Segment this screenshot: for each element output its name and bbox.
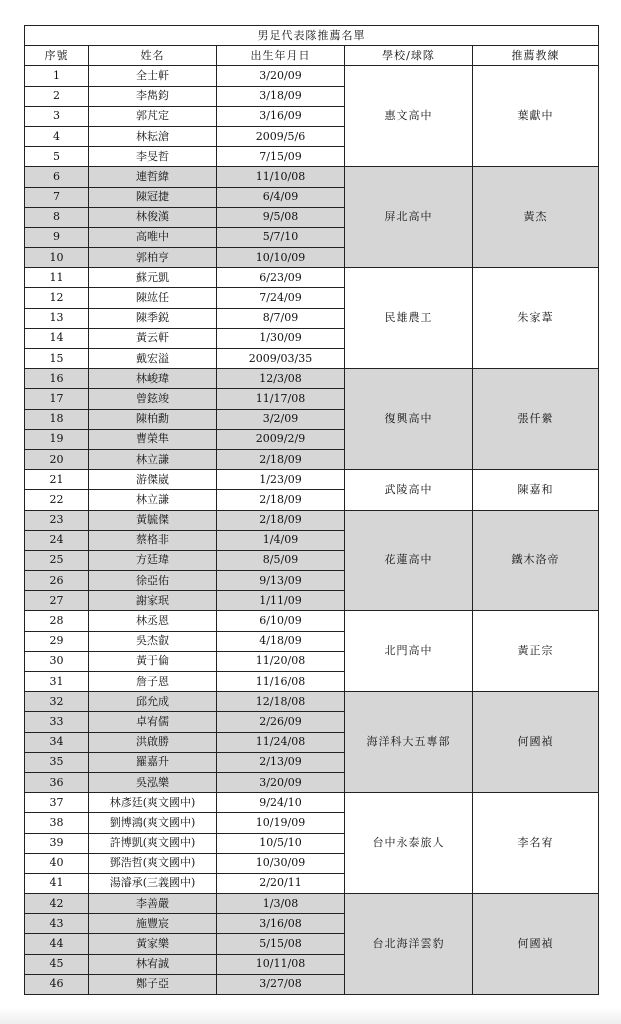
player-name: 吳杰叡 [89, 631, 217, 651]
player-birthdate: 1/23/09 [217, 470, 345, 490]
player-name: 羅嘉升 [89, 752, 217, 772]
player-number: 37 [25, 793, 89, 813]
player-name: 游傑崴 [89, 470, 217, 490]
player-birthdate: 3/16/08 [217, 914, 345, 934]
player-birthdate: 7/24/09 [217, 288, 345, 308]
player-number: 23 [25, 510, 89, 530]
player-name: 林宥誠 [89, 954, 217, 974]
header-row [25, 46, 599, 66]
player-number: 21 [25, 470, 89, 490]
header-number: 序號 [25, 46, 89, 66]
coach-cell: 黃杰 [473, 167, 599, 268]
table-title: 男足代表隊推薦名單 [25, 26, 599, 46]
table-row [25, 268, 599, 288]
player-name: 邱允成 [89, 692, 217, 712]
player-name: 謝家珉 [89, 591, 217, 611]
player-birthdate: 9/24/10 [217, 793, 345, 813]
player-number: 16 [25, 369, 89, 389]
player-name: 許博凱(爽文國中) [89, 833, 217, 853]
player-birthdate: 10/10/09 [217, 248, 345, 268]
school-cell: 惠文高中 [345, 66, 473, 167]
player-name: 劉博鴻(爽文國中) [89, 813, 217, 833]
player-birthdate: 2009/03/35 [217, 349, 345, 369]
player-birthdate: 12/3/08 [217, 369, 345, 389]
player-birthdate: 5/15/08 [217, 934, 345, 954]
player-number: 39 [25, 833, 89, 853]
coach-cell: 鐵木洛帝 [473, 510, 599, 611]
school-cell: 復興高中 [345, 369, 473, 470]
player-birthdate: 2/18/09 [217, 490, 345, 510]
title-row [25, 26, 599, 46]
table-row [25, 167, 599, 187]
player-name: 湯濬承(三義國中) [89, 873, 217, 893]
player-number: 44 [25, 934, 89, 954]
player-number: 24 [25, 530, 89, 550]
player-number: 1 [25, 66, 89, 86]
player-birthdate: 10/19/09 [217, 813, 345, 833]
player-number: 35 [25, 752, 89, 772]
table-row [25, 894, 599, 914]
coach-cell: 黃正宗 [473, 611, 599, 692]
player-birthdate: 6/10/09 [217, 611, 345, 631]
coach-cell: 何國禎 [473, 692, 599, 793]
player-number: 34 [25, 732, 89, 752]
player-birthdate: 1/11/09 [217, 591, 345, 611]
player-name: 陳季鋭 [89, 308, 217, 328]
player-number: 14 [25, 328, 89, 348]
player-birthdate: 2009/2/9 [217, 429, 345, 449]
player-name: 戴宏溢 [89, 349, 217, 369]
player-name: 高唯中 [89, 227, 217, 247]
school-cell: 屏北高中 [345, 167, 473, 268]
player-birthdate: 8/7/09 [217, 308, 345, 328]
player-number: 10 [25, 248, 89, 268]
player-birthdate: 9/5/08 [217, 207, 345, 227]
player-birthdate: 11/20/08 [217, 651, 345, 671]
table-row [25, 611, 599, 631]
school-cell: 武陵高中 [345, 470, 473, 510]
player-number: 18 [25, 409, 89, 429]
school-cell: 北門高中 [345, 611, 473, 692]
coach-cell: 葉獻中 [473, 66, 599, 167]
player-name: 李善嚴 [89, 894, 217, 914]
player-birthdate: 3/18/09 [217, 86, 345, 106]
player-name: 卓宥儒 [89, 712, 217, 732]
player-name: 曾鉉竣 [89, 389, 217, 409]
player-name: 黃云軒 [89, 328, 217, 348]
player-name: 洪啟勝 [89, 732, 217, 752]
player-number: 40 [25, 853, 89, 873]
player-name: 黃毓傑 [89, 510, 217, 530]
player-birthdate: 2/20/11 [217, 873, 345, 893]
player-name: 全士軒 [89, 66, 217, 86]
player-birthdate: 10/30/09 [217, 853, 345, 873]
coach-cell: 張仟縈 [473, 369, 599, 470]
school-cell: 台中永泰旅人 [345, 793, 473, 894]
player-birthdate: 11/10/08 [217, 167, 345, 187]
player-number: 43 [25, 914, 89, 934]
player-number: 22 [25, 490, 89, 510]
player-number: 6 [25, 167, 89, 187]
player-birthdate: 2/18/09 [217, 510, 345, 530]
player-number: 2 [25, 86, 89, 106]
school-cell: 海洋科大五專部 [345, 692, 473, 793]
player-number: 38 [25, 813, 89, 833]
coach-cell: 何國禎 [473, 894, 599, 995]
table-row [25, 66, 599, 86]
player-number: 46 [25, 974, 89, 994]
player-birthdate: 6/23/09 [217, 268, 345, 288]
player-number: 13 [25, 308, 89, 328]
player-number: 3 [25, 106, 89, 126]
player-name: 鄭子亞 [89, 974, 217, 994]
player-number: 29 [25, 631, 89, 651]
player-number: 15 [25, 349, 89, 369]
player-number: 41 [25, 873, 89, 893]
player-birthdate: 11/24/08 [217, 732, 345, 752]
player-birthdate: 9/13/09 [217, 571, 345, 591]
player-birthdate: 7/15/09 [217, 147, 345, 167]
player-name: 林峻瑋 [89, 369, 217, 389]
school-cell: 花蓮高中 [345, 510, 473, 611]
coach-cell: 朱家葦 [473, 268, 599, 369]
player-birthdate: 3/20/09 [217, 66, 345, 86]
player-name: 黃家樂 [89, 934, 217, 954]
coach-cell: 陳嘉和 [473, 470, 599, 510]
player-name: 鄧浩哲(爽文國中) [89, 853, 217, 873]
player-name: 陳冠捷 [89, 187, 217, 207]
school-cell: 民雄農工 [345, 268, 473, 369]
player-birthdate: 1/3/08 [217, 894, 345, 914]
player-name: 蘇元凱 [89, 268, 217, 288]
player-name: 郭芃定 [89, 106, 217, 126]
player-number: 36 [25, 772, 89, 792]
roster-body [25, 66, 599, 995]
header-birthdate: 出生年月日 [217, 46, 345, 66]
player-name: 黃于倫 [89, 651, 217, 671]
player-birthdate: 3/20/09 [217, 772, 345, 792]
player-number: 26 [25, 571, 89, 591]
player-name: 林彥廷(爽文國中) [89, 793, 217, 813]
player-birthdate: 3/16/09 [217, 106, 345, 126]
player-number: 4 [25, 126, 89, 146]
player-number: 7 [25, 187, 89, 207]
player-birthdate: 10/5/10 [217, 833, 345, 853]
player-name: 林俊漢 [89, 207, 217, 227]
player-birthdate: 11/16/08 [217, 672, 345, 692]
player-number: 32 [25, 692, 89, 712]
player-name: 連哲緯 [89, 167, 217, 187]
player-birthdate: 6/4/09 [217, 187, 345, 207]
player-birthdate: 11/17/08 [217, 389, 345, 409]
player-number: 45 [25, 954, 89, 974]
player-number: 27 [25, 591, 89, 611]
player-birthdate: 10/11/08 [217, 954, 345, 974]
player-name: 詹子恩 [89, 672, 217, 692]
player-birthdate: 2/18/09 [217, 449, 345, 469]
player-birthdate: 2/26/09 [217, 712, 345, 732]
table-row [25, 369, 599, 389]
player-name: 曹榮隼 [89, 429, 217, 449]
player-name: 林耘滄 [89, 126, 217, 146]
player-name: 李旻哲 [89, 147, 217, 167]
player-name: 施豐宸 [89, 914, 217, 934]
player-number: 11 [25, 268, 89, 288]
player-name: 郭柏亨 [89, 248, 217, 268]
player-name: 林立謙 [89, 449, 217, 469]
table-row [25, 793, 599, 813]
player-number: 28 [25, 611, 89, 631]
table-row [25, 470, 599, 490]
player-name: 徐亞佑 [89, 571, 217, 591]
player-number: 30 [25, 651, 89, 671]
player-birthdate: 2/13/09 [217, 752, 345, 772]
coach-cell: 李名宥 [473, 793, 599, 894]
player-number: 20 [25, 449, 89, 469]
header-school-team: 學校/球隊 [345, 46, 473, 66]
player-name: 吳泓樂 [89, 772, 217, 792]
player-name: 陳竑任 [89, 288, 217, 308]
player-number: 25 [25, 550, 89, 570]
player-number: 19 [25, 429, 89, 449]
player-number: 8 [25, 207, 89, 227]
header-name: 姓名 [89, 46, 217, 66]
player-name: 李雋鈞 [89, 86, 217, 106]
player-number: 33 [25, 712, 89, 732]
player-birthdate: 4/18/09 [217, 631, 345, 651]
school-cell: 台北海洋雲豹 [345, 894, 473, 995]
player-name: 林立謙 [89, 490, 217, 510]
player-number: 5 [25, 147, 89, 167]
player-number: 9 [25, 227, 89, 247]
player-birthdate: 3/2/09 [217, 409, 345, 429]
player-number: 12 [25, 288, 89, 308]
player-birthdate: 8/5/09 [217, 550, 345, 570]
player-birthdate: 1/4/09 [217, 530, 345, 550]
roster-table [24, 25, 599, 995]
header-coach: 推薦教練 [473, 46, 599, 66]
player-name: 方廷瑋 [89, 550, 217, 570]
player-number: 31 [25, 672, 89, 692]
table-row [25, 510, 599, 530]
table-row [25, 692, 599, 712]
player-birthdate: 12/18/08 [217, 692, 345, 712]
player-number: 17 [25, 389, 89, 409]
player-name: 蔡格非 [89, 530, 217, 550]
player-birthdate: 3/27/08 [217, 974, 345, 994]
player-birthdate: 5/7/10 [217, 227, 345, 247]
player-number: 42 [25, 894, 89, 914]
player-name: 陳柏勳 [89, 409, 217, 429]
player-birthdate: 2009/5/6 [217, 126, 345, 146]
player-birthdate: 1/30/09 [217, 328, 345, 348]
bottom-shadow [0, 1008, 621, 1024]
player-name: 林丞恩 [89, 611, 217, 631]
